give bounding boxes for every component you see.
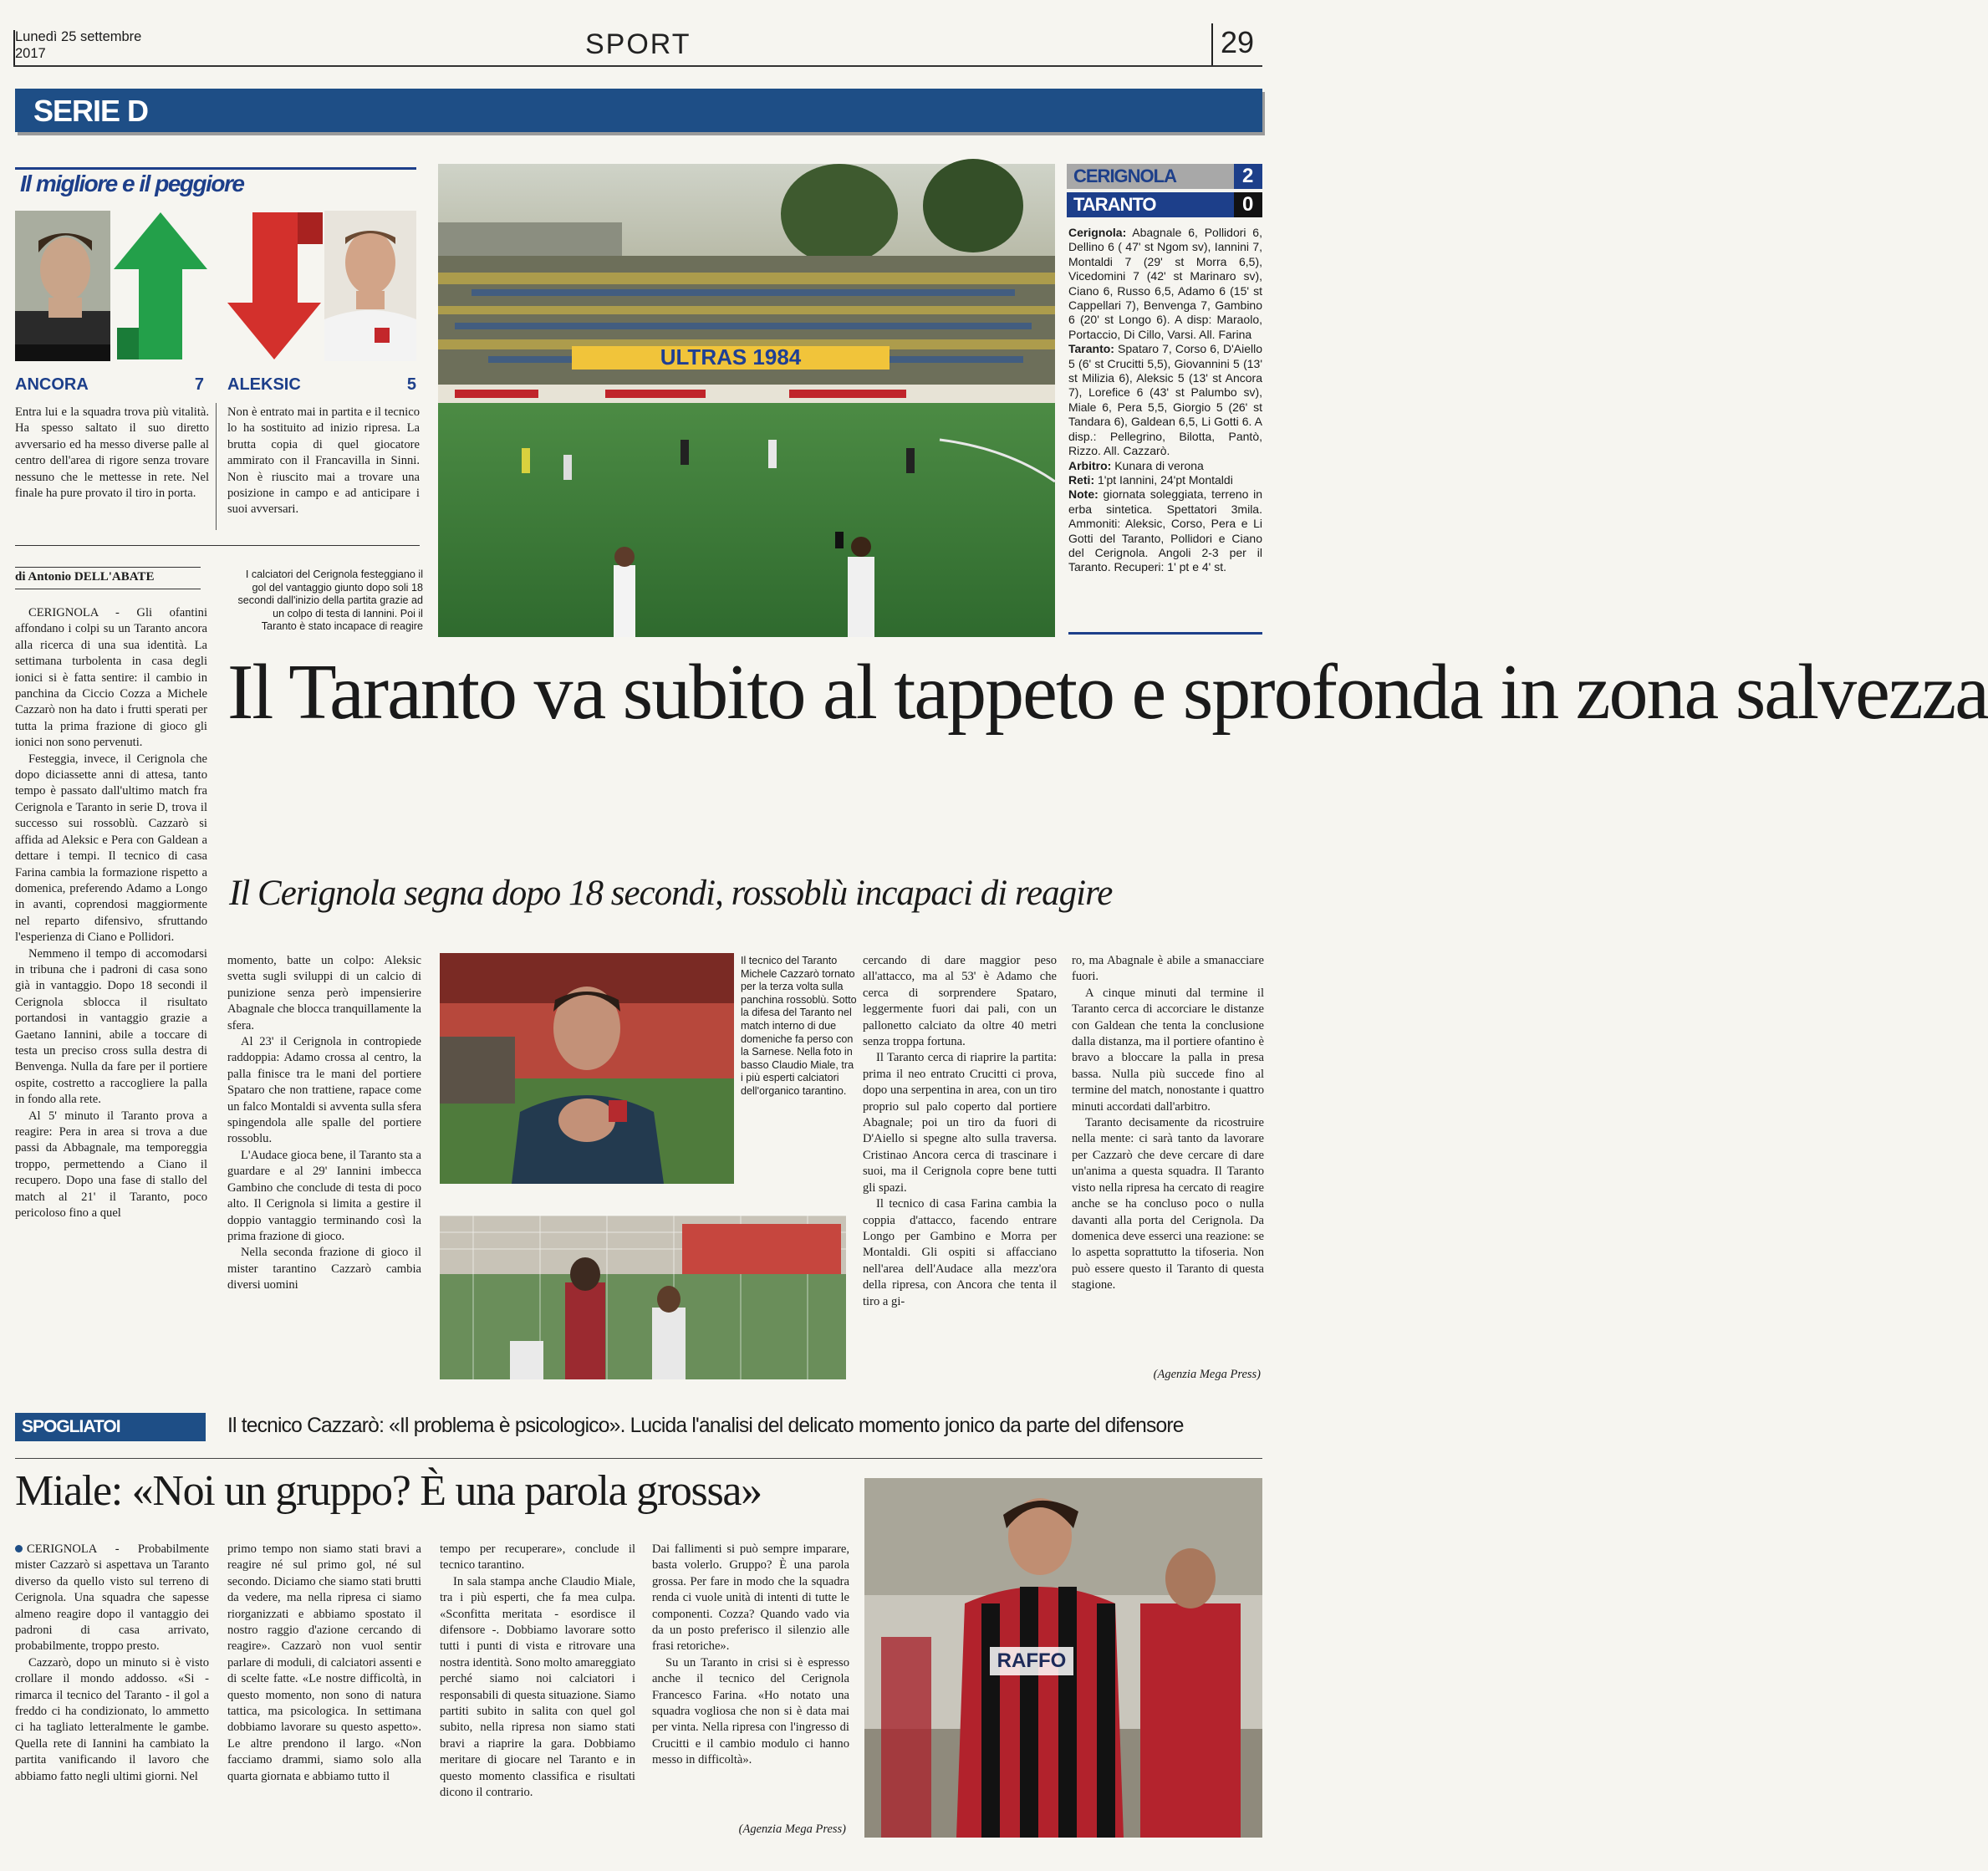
- best-worst-title: Il migliore e il peggiore: [20, 171, 244, 196]
- detail-goals: Reti: 1'pt Iannini, 24'pt Montaldi: [1068, 472, 1233, 487]
- article-col-3: cercando di dare maggior peso all'attacco, ma al 53' è Adamo che cerca di sorprendere Spataro, leggermente fuori dai pali, con un pallonetto calciato da oltre 40 metri senza troppa fortuna. Il Taranto cerca di riaprire la partita: prima il neo entrato Crucitti ci prova, dopo una serpentina in area, con un tiro proprio sul palo coperto dal portiere Abagnale; poi un tiro da fuori di D'Aiello si spegne alto sulla traversa. Cristinao Ancora cerca di trascinare i suoi, ma il Cerignola copre bene tutti gli spazi. Il tecnico di casa Farina cambia la coppia d'attacco, facendo entrare Longo per Gambino e Morra per Montaldi. Gli ospiti si affacciano nell'area dell'Audace alla mezz'ora della ripresa, con Ancora che tenta il tiro a gi-: [863, 954, 1057, 1308]
- up-arrow-icon: [112, 211, 209, 361]
- main-match-photo: [438, 164, 1055, 637]
- worst-player: [227, 375, 416, 395]
- detail-cerignola: Cerignola: Abagnale 6, Pollidori 6, Dellino 6 ( 47' st Ngom sv), Iannini 7, Montaldi 7 (29' st Morra 6,5), Vicedomini 7 (42' st Marinaro sv), Ciano 6, Russo 6,5, Adamo 6 (15' st Cappellari 7), Benvenga 7, Gambino 6 (20' st Longo 6). A disp: Maraolo, Portaccio, Di Cillo, Varsi. All. Farina: [1068, 226, 1262, 341]
- detail-taranto: Taranto: Spataro 7, Corso 6, D'Aiello 5 (6' st Crucitti 5,5), Giovannini 5 (13' st Milizia 6), Aleksic 5 (13' st Ancora 7), Lorefice 6 (43' st Palumbo sv), Miale 6, Pera 5,5, Giorgio 5 (26' st Tandara 6), Galdean 6,5, Li Gotti 6. A disp.: Pellegrino, Bilotta, Pantò, Rizzo. All. Cazzarò.: [1068, 342, 1262, 458]
- article-col-4: ro, ma Abagnale è abile a smanacciare fuori. A cinque minuti dal termine il Taranto cerca di accorciare le distanze con Galdean che tenta la conclusione dalla distanza, ma il portiere ofantino è bravo a bloccare la palla in presa bassa. Nulla più succede fino al termine del match, nonostante i quattro minuti accordati dall'arbitro. Taranto decisamente da ricostruire nella mente: ci sarà tanto da lavorare per Cazzarò che deve cercare di dare un'anima a questa squadra. Il Taranto visto nella ripresa ha cercato di reagire anche se ha concluso poco o nulla davanti alla porta del Cerignola. Da domenica deve esserci una reazione: se lo aspetta soprattutto la tifoseria. Non può essere questo il Taranto di questa stagione.: [1072, 954, 1264, 1292]
- jersey-sponsor-text: RAFFO: [997, 1649, 1067, 1672]
- bullet-icon: [15, 1545, 23, 1552]
- article-col-2: momento, batte un colpo: Aleksic svetta sugli sviluppi di un calcio di punizione senza però impensierire Abagnale che blocca tranquillamente la sfera. Al 23' il Cerignola in contropiede raddoppia: Adamo crossa al centro, la palla finisce tra le mani del portiere Spataro che non trattiene, rapace come un falco Montaldi si avventa sulla sfera spingendola alle spalle del portiere rossoblu. L'Audace gioca bene, il Taranto sta a guardare e al 29' Iannini imbecca Gambino che conclude di testa di poco alto. Il Cerignola si limita a gestire il doppio vantaggio terminando così la prima frazione di gioco. Nella seconda frazione di gioco il mister tarantino Cazzarò cambia diversi uomini: [227, 954, 421, 1292]
- coach-photo-caption: Il tecnico del Taranto Michele Cazzarò tornato per la terza volta sulla panchina rossoblù. Sotto la difesa del Taranto nel match interno di due domeniche fa perso con la Sarnese. Nella foto in basso Claudio Miale, tra i più esperti calciatori dell'organico tarantino.: [741, 955, 857, 1097]
- spogliatoi-col-3: tempo per recuperare», conclude il tecnico tarantino. In sala stampa anche Claudio Miale, tra i più esperti, che fa mea culpa. «Sconfitta meritata - esordisce il difensore -. Dobbiamo lavorare sotto tutti i punti di vista e ritrovare una nostra identità. Sono molto amareggiato perché siamo noi calciatori i responsabili di questa situazione. Siamo partiti subito in salita con quel gol subito, nella ripresa non siamo stati bravi a riaprire la gara. Dobbiamo meritare di giocare nel Taranto e in questo momento classifica e risultati dicono il contrario.: [440, 1542, 635, 1800]
- spogliatoi-col-2: primo tempo non siamo stati bravi a reagire né sul primo gol, né sul secondo. Diciamo che siamo stati brutti da vedere, ma nella ripresa ci siamo riorganizzati e abbiamo spostato il nostro raggio d'azione cercando di reagire». Cazzarò non vuol sentir parlare di moduli, di calciatori assenti e di scelte fatte. «Le nostre difficoltà, in questo momento, non sono di natura tattica, ma psicologica. In settimana dobbiamo lavorare su questo aspetto». Le altre prendono il largo. «Non facciamo drammi, siamo solo alla quarta giornata e abbiamo tutto il: [227, 1542, 421, 1783]
- page-number-rule: [1211, 23, 1213, 65]
- away-score: 0: [1242, 193, 1254, 216]
- spogliatoi-rule: [15, 1458, 1262, 1459]
- defence-photo: [440, 1216, 846, 1379]
- article-credit: (Agenzia Mega Press): [1153, 1368, 1261, 1381]
- coach-photo: [440, 953, 734, 1184]
- home-score-box: [1234, 164, 1262, 189]
- spogliatoi-credit: (Agenzia Mega Press): [738, 1823, 846, 1836]
- worst-player-text: Non è entrato mai in partita e il tecnico lo ha sostituito ad inizio ripresa. La brutta copia di quel giocatore ammirato con il Francavilla in Sinni. Non è riuscito mai a trovare una posizione in campo e ad anticipare i suoi avversari.: [227, 405, 420, 517]
- best-player-grade: 7: [194, 375, 204, 394]
- ancora-photo: [15, 211, 110, 361]
- away-team-name: TARANTO: [1073, 194, 1156, 215]
- worst-player-name: ALEKSIC: [227, 375, 301, 394]
- spogliatoi-kicker: Il tecnico Cazzarò: «Il problema è psicologico». Lucida l'analisi del delicato momento jonico da parte del difensore: [227, 1415, 1184, 1437]
- section-banner: [15, 89, 1262, 132]
- date-rule: [13, 30, 15, 65]
- subheadline: Il Cerignola segna dopo 18 secondi, rossoblù incapaci di reagire: [229, 874, 1113, 913]
- headline-line-2: e sprofonda in zona salvezza: [1131, 649, 1988, 736]
- article-col-1: CERIGNOLA - Gli ofantini affondano i colpi su un Taranto ancora alla ricerca di una sua identità. La settimana turbolenta in casa degli ionici si è fatta sentire: il cambio in panchina da Ciccio Cozza a Michele Cazzarò non ha dato i frutti sperati per tutta la prima frazione di gioco gli ionici non sono pervenuti. Festeggia, invece, il Cerignola che dopo diciassette anni di attesa, tanto tempo è passato dall'ultimo match fra Cerignola e Taranto in serie D, trova il successo sui rossoblù. Cazzarò si affida ad Aleksic e Pera con Galdean a dettare i tempi. Il tecnico di casa Farina cambia la formazione rispetto a domenica, preferendo Adamo a Longo in avanti, coprendosi maggiormente nel reparto difensivo, sfruttando l'esperienza di Ciano e Pollidori. Nemmeno il tempo di accomodarsi in tribuna che i padroni di casa sono già in vantaggio. Dopo 18 secondi il Cerignola sblocca il risultato portandosi in vantaggio grazie a Gaetano Iannini, abile a toccare di testa un preciso cross sulla destra di Benvenga. Nulla da fare per il portiere ospite, costretto a raccogliere la palla in fondo alla rete. Al 5' minuto il Taranto prova a reagire: Pera in area si trova a due passi da Abbagnale, ma temporeggia troppo, permettendo a Ciano il recupero. Dopo una fase di stallo del match al 21' il Taranto, poco pericoloso fino a quel: [15, 606, 207, 1221]
- detail-referee: Arbitro: Kunara di verona: [1068, 458, 1204, 472]
- section-banner-title: SERIE D: [33, 94, 149, 128]
- best-player-text: Entra lui e la squadra trova più vitalità. Ha spesso saltato il suo diretto avversario ed ha messo diverse palle al centro dell'area di rigore senza trovare nessuno che le mettesse in rete. Nel finale ha pure provato il tiro in porta.: [15, 405, 209, 501]
- spogliatoi-col-4: Dai fallimenti si può sempre imparare, basta volerlo. Gruppo? È una parola grossa. Per fare in modo che la squadra renda ci vuole unità di intenti di tutte le componenti. Cozza? Quando vado via da un posto preferisco il silenzio alle frasi retoriche». Su un Taranto in crisi si è espresso anche il tecnico del Cerignola Francesco Farina. «Ho notato una squadra vogliosa che non si è data mai per vinta. Nella ripresa con l'ingresso di Crucitti e il cambio modulo ci hanno messo in difficoltà».: [652, 1542, 849, 1767]
- best-player: [15, 375, 204, 395]
- best-worst-rule: [15, 167, 416, 170]
- aleksic-photo: [324, 211, 416, 361]
- spogliatoi-col-1: CERIGNOLA - Probabilmente mister Cazzarò si aspettava un Taranto diverso da quello visto sul terreno di Cerignola. Una squadra che sapesse almeno reagire dopo il vantaggio dei padroni di casa arrivato, probabilmente, troppo presto. Cazzarò, dopo un minuto si è visto crollare il mondo addosso. «Si - rimarca il tecnico del Taranto - il gol a freddo ci ha condizionato, lo ammetto ci ha tagliato letteralmente le gambe. Quella rete di Iannini ha cambiato la partita vanificando il lavoro che abbiamo fatto negli ultimi giorni. Nel: [15, 1542, 209, 1783]
- spogliatoi-headline: Miale: «Noi un gruppo? È una parola grossa»: [15, 1467, 762, 1515]
- date-line-2: 2017: [15, 46, 46, 61]
- best-worst-divider: [216, 403, 217, 530]
- section-label: SPORT: [585, 28, 691, 60]
- match-details: [1068, 226, 1262, 575]
- home-team-bar: [1067, 164, 1254, 189]
- down-arrow-icon: [226, 211, 324, 361]
- worst-player-grade: 5: [406, 375, 416, 394]
- scoreboard-bottom-rule: [1068, 632, 1262, 635]
- spogliatoi-tag-text: SPOGLIATOI: [22, 1417, 120, 1436]
- home-score: 2: [1242, 165, 1254, 187]
- away-score-box: [1234, 192, 1262, 217]
- best-player-name: ANCORA: [15, 375, 89, 394]
- spogliatoi-tag: [15, 1413, 206, 1441]
- home-team-name: CERIGNOLA: [1073, 166, 1176, 186]
- detail-notes: Note: giornata soleggiata, terreno in erba sintetica. Spettatori 3mila. Ammoniti: Aleksic, Corso, Pera e Li Gotti del Taranto, Pollidori e Ciano del Cerignola. Angoli 2-3 per il Taranto. Recuperi: 1' pt e 4' st.: [1068, 487, 1263, 574]
- byline-rule-top: [15, 567, 201, 568]
- main-photo-caption: I calciatori del Cerignola festeggiano il gol del vantaggio giunto dopo soli 18 secondi dall'inizio della partita grazie ad un colpo di testa di Iannini. Poi il Taranto è stato incapace di reagire: [237, 568, 423, 633]
- page-number: 29: [1221, 25, 1255, 59]
- byline: di Antonio DELL'ABATE: [15, 570, 155, 584]
- miale-photo: [864, 1478, 1262, 1838]
- ultras-banner-text: ULTRAS 1984: [660, 344, 802, 370]
- away-team-bar: [1067, 192, 1234, 217]
- masthead-rule: [13, 65, 1262, 67]
- date-line-1: Lunedì 25 settembre: [15, 29, 142, 44]
- headline: [227, 649, 1988, 736]
- best-worst-bottom-rule: [15, 545, 420, 546]
- headline-line-1: Il Taranto va subito al tappeto: [227, 649, 1114, 736]
